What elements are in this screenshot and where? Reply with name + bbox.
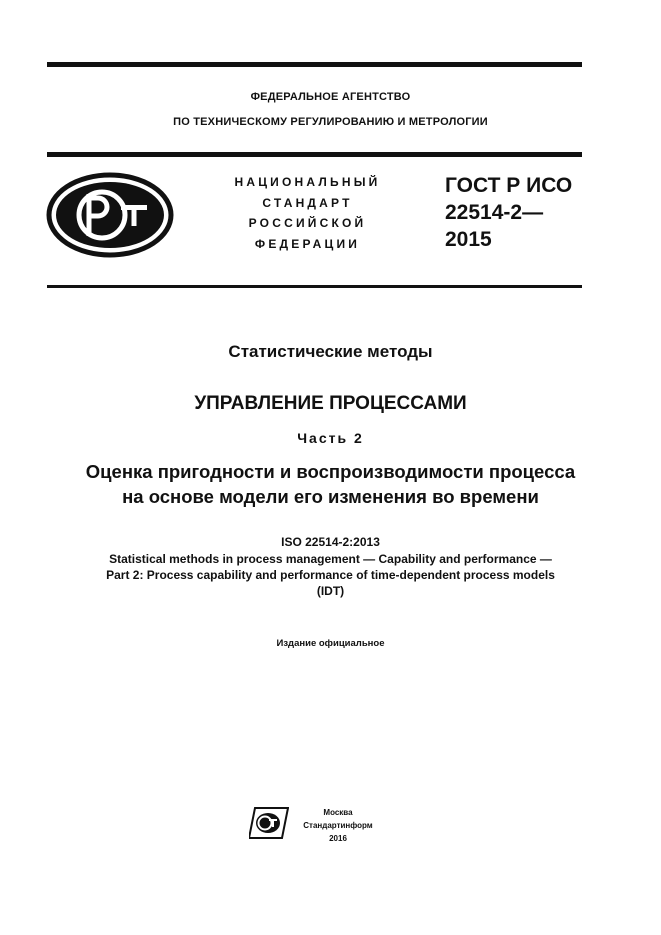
top-rule xyxy=(47,62,582,67)
part-label: Часть 2 xyxy=(297,430,364,446)
agency-line-1: ФЕДЕРАЛЬНОЕ АГЕНТСТВО xyxy=(250,91,411,103)
national-standard-line-1: НАЦИОНАЛЬНЫЙ xyxy=(234,175,381,189)
main-title: Статистические методы xyxy=(228,342,433,361)
publisher-year: 2016 xyxy=(329,834,347,843)
designation-line-2: 22514-2— xyxy=(445,201,544,224)
iso-code: ISO 22514-2:2013 xyxy=(281,535,380,549)
publisher-name: Стандартинформ xyxy=(303,821,373,830)
subtitle-line-1: Оценка пригодности и воспроизводимости процесса xyxy=(85,461,576,482)
subtitle xyxy=(0,459,661,509)
subtitle-line-2: на основе модели его изменения во времени xyxy=(122,486,539,507)
standard-designation xyxy=(445,172,572,253)
publisher-city: Москва xyxy=(323,808,353,817)
english-title-line-3: (IDT) xyxy=(316,584,345,598)
national-standard-line-2: СТАНДАРТ xyxy=(262,195,353,210)
edition-label: Издание официальное xyxy=(276,638,385,649)
agency-line-2: ПО ТЕХНИЧЕСКОМУ РЕГУЛИРОВАНИЮ И МЕТРОЛОГИИ xyxy=(173,116,488,128)
publisher-info xyxy=(292,806,384,845)
header-rule xyxy=(47,152,582,157)
designation-line-3: 2015 xyxy=(445,228,492,251)
national-standard-line-4: ФЕДЕРАЦИИ xyxy=(254,236,361,251)
publisher-logo xyxy=(249,806,289,840)
designation-rule xyxy=(47,285,582,288)
designation-line-1: ГОСТ Р ИСО xyxy=(445,174,573,197)
national-standard-label xyxy=(205,172,410,254)
upper-title: УПРАВЛЕНИЕ ПРОЦЕССАМИ xyxy=(194,393,467,414)
english-title-line-2: Part 2: Process capability and performance of time-dependent process models xyxy=(106,568,555,582)
national-standard-line-3: РОССИЙСКОЙ xyxy=(248,216,367,230)
gost-r-logo xyxy=(45,172,175,258)
english-title-line-1: Statistical methods in process management — Capability and performance — xyxy=(109,552,552,566)
english-title xyxy=(0,551,661,599)
